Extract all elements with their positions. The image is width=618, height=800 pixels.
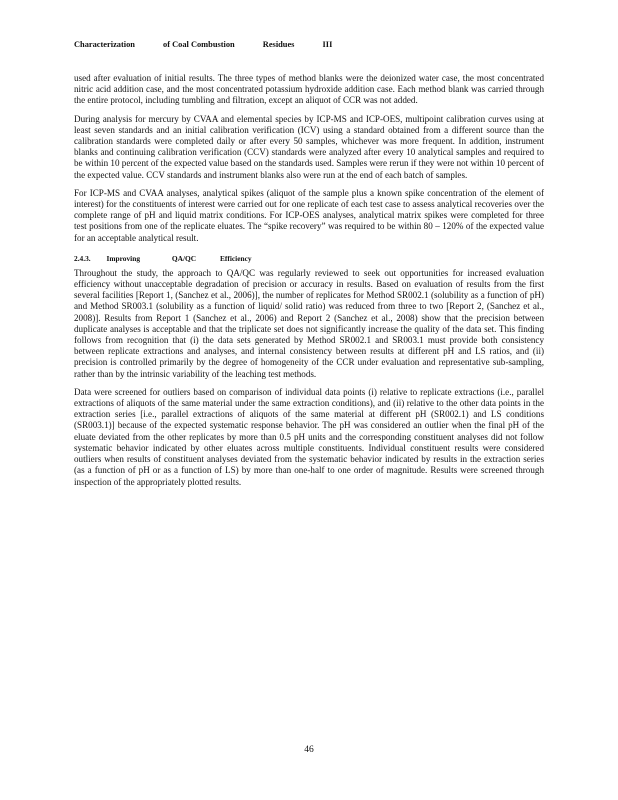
paragraph: Data were screened for outliers based on comparison of individual data points (i) relative to replicate extractions (i.e., parallel extractions of aliquots of the same material under the same extraction conditions), and (ii) relative to the other data points in the extraction series [i.e., parallel extractions of aliquots of the same material at different pH (SR002.1) and LS conditions (SR003.1)] because of the expected systematic response behavior. The pH was considered an outlier when the final pH of the eluate deviated from the other replicates by more than 0.5 pH units and the corresponding constituent analyses did not follow systematic behavior indicated by other eluates across multiple constituents. Individual constituent results were considered outliers when results of constituent analyses deviated from the systematic behavior indicated by results in the extraction series (as a function of pH or as a function of LS) by more than one-half to one order of magnitude. Results were screened through inspection of the appropriately plotted results.	[74, 386, 544, 487]
paragraph: used after evaluation of initial results. The three types of method blanks were the deionized water case, the most concentrated nitric acid addition case, and the most concentrated potassium hydroxide addition case. Each method blank was carried through the entire protocol, including tumbling and filtration, except an aliquot of CCR was not added.	[74, 73, 544, 106]
section-heading	[74, 254, 544, 263]
section-number: 2.4.3.	[74, 253, 91, 263]
paragraph: For ICP-MS and CVAA analyses, analytical spikes (aliquot of the sample plus a known spike concentration of the element of interest) for the constituents of interest were carried out for one replicate of each test case to assess analytical recoveries over the complete range of pH and liquid matrix conditions. For ICP-OES analyses, analytical matrix spikes were completed for three test positions from one of the replicate eluates. The “spike recovery” was required to be within 80 – 120% of the expected value for an acceptable analytical result.	[74, 187, 544, 243]
header-title-part: III	[322, 40, 333, 49]
header-title-part: of Coal Combustion	[163, 40, 235, 49]
page-number: 46	[304, 745, 314, 755]
page-body	[74, 73, 544, 495]
paragraph: Throughout the study, the approach to QA/QC was regularly reviewed to seek out opportunities for increased evaluation efficiency without unacceptable degradation of precision or accuracy in results. Based on evaluation of results from the first several facilities [Report 1, (Sanchez et al., 2006)], the number of replicates for Method SR002.1 (solubility as a function of pH) and Method SR003.1 (solubility as a function of liquid/ solid ratio) was reduced from three to two [Report 2, (Sanchez et al., 2008)]. Results from Report 1 (Sanchez et al., 2006) and Report 2 (Sanchez et al., 2008) show that the precision between duplicate analyses is acceptable and that the triplicate set does not significantly increase the quality of the data set. This finding follows from recognition that (i) the data sets generated by Method SR002.1 and SR003.1 must provide both consistency between replicate extractions and analyses, and internal consistency between results at different pH and LS ratios, and (ii) precision is controlled primarily by the degree of homogeneity of the CCR under evaluation and representative sub-sampling, rather than by the intrinsic variability of the leaching test methods.	[74, 267, 544, 379]
section-title-part: Efficiency	[220, 253, 252, 263]
header-title-part: Residues	[262, 40, 295, 49]
section-title-part: QA/QC	[171, 253, 197, 263]
header-title-part: Characterization	[74, 40, 135, 49]
section-title-part: Improving	[106, 253, 141, 263]
paragraph: During analysis for mercury by CVAA and elemental species by ICP-MS and ICP-OES, multipoint calibration curves using at least seven standards and an initial calibration verification (ICV) using a standard obtained from a different source than the calibration standards were completed daily or after every 50 samples, whichever was more frequent. In addition, instrument blanks and continuing calibration verification (CCV) standards were analyzed after every 10 analytical samples and required to be within 10 percent of the expected value based on the standards used. Samples were rerun if they were not within 10 percent of the expected value. CCV standards and instrument blanks also were run at the end of each batch of samples.	[74, 113, 544, 180]
running-header	[74, 40, 544, 49]
